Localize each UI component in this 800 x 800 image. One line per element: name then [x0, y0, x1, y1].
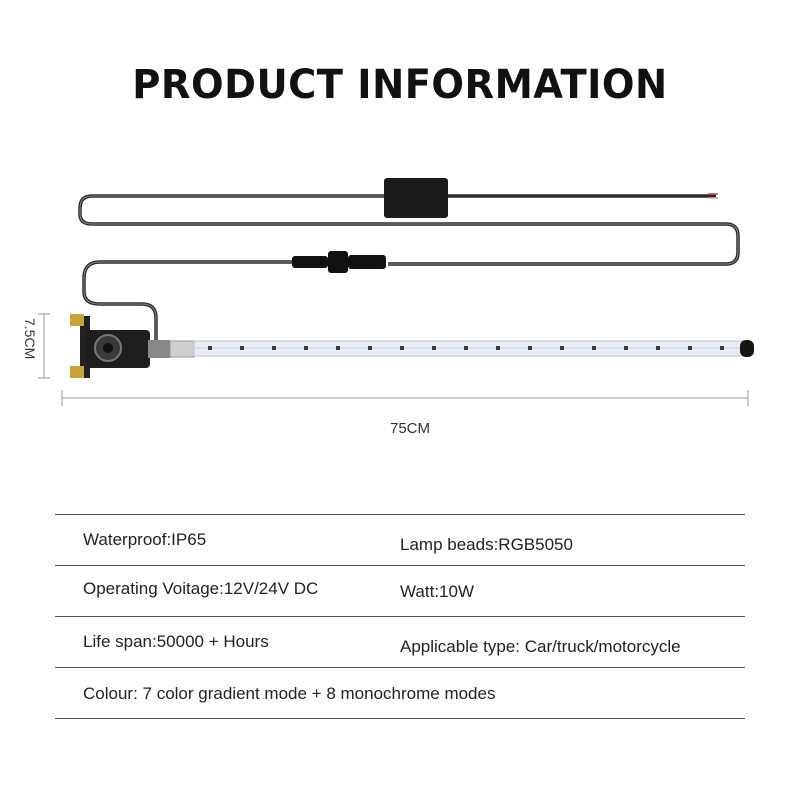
- spec-colour: Colour: 7 color gradient mode + 8 monochrome modes: [83, 684, 496, 703]
- end-cap: [740, 340, 754, 357]
- spec-voltage: Operating Voitage:12V/24V DC: [83, 579, 319, 598]
- spec-watt: Watt:10W: [400, 582, 474, 601]
- spec-waterproof: Waterproof:IP65: [83, 530, 207, 549]
- spec-row: [55, 514, 745, 565]
- page-title: PRODUCT INFORMATION: [132, 62, 668, 108]
- connector: [292, 256, 328, 268]
- length-label: 75CM: [389, 420, 430, 437]
- spec-applicable-type: Applicable type: Car/truck/motorcycle: [400, 637, 681, 656]
- spec-row: [55, 616, 745, 667]
- height-label: 7.5CM: [22, 318, 38, 360]
- spec-lamp-beads: Lamp beads:RGB5050: [400, 535, 573, 554]
- controller-box: [384, 178, 448, 218]
- spec-life-span: Life span:50000 + Hours: [83, 632, 269, 651]
- spec-table: [55, 514, 745, 719]
- spec-row: [55, 565, 745, 616]
- spec-row: [55, 667, 745, 719]
